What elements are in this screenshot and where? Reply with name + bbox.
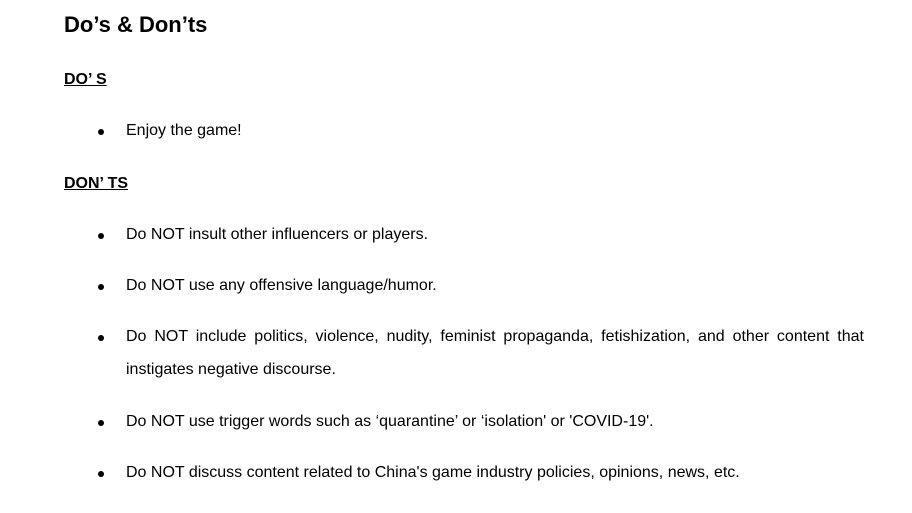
- list-item-text: Do NOT insult other influencers or players.: [126, 226, 429, 243]
- list-item-text: Do NOT discuss content related to China's game industry policies, opinions, news, etc.: [126, 464, 740, 481]
- bullet-icon: [98, 284, 108, 294]
- bullet-icon: [98, 471, 108, 481]
- list-item-text: Do NOT use trigger words such as ‘quarantine’ or ‘isolation' or 'COVID-19'.: [126, 413, 654, 430]
- bullet-icon: [98, 420, 108, 430]
- donts-heading: DON’ TS: [64, 175, 129, 192]
- list-item-text: Do NOT use any offensive language/humor.: [126, 277, 437, 294]
- page-title: Do’s & Don’ts: [64, 12, 208, 37]
- list-item-text: Enjoy the game!: [126, 122, 242, 139]
- bullet-icon: [98, 129, 108, 139]
- list-item-text: Do NOT include politics, violence, nudity, feminist propaganda, fetishization, and other content that instigates negative discourse.: [126, 328, 864, 378]
- dos-heading: DO’ S: [64, 71, 107, 88]
- bullet-icon: [98, 335, 108, 345]
- bullet-icon: [98, 233, 108, 243]
